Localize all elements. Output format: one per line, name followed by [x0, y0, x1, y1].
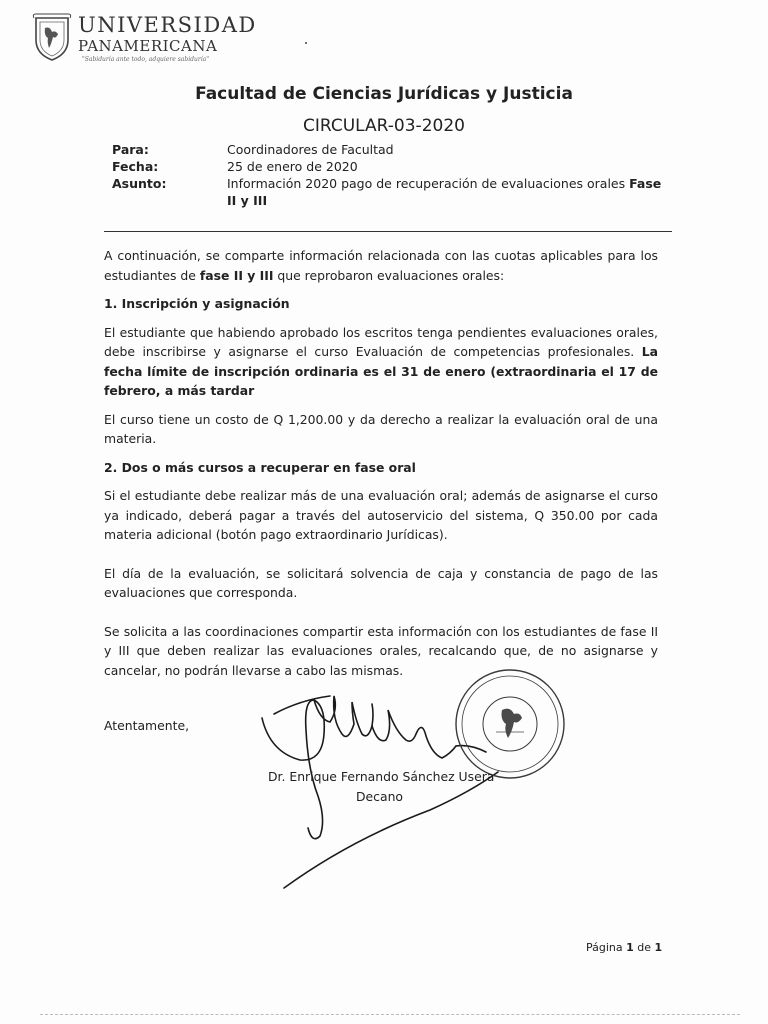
para-label: Para:	[112, 142, 149, 157]
university-crest-icon	[32, 12, 72, 62]
fecha-label: Fecha:	[112, 159, 159, 174]
intro-text-c: que reprobaron evaluaciones orales:	[273, 267, 505, 283]
cost-paragraph: El curso tiene un costo de Q 1,200.00 y da derecho a realizar la evaluación oral de una materia.	[104, 411, 658, 446]
circular-number: CIRCULAR-03-2020	[303, 116, 465, 136]
salutation: Atentamente,	[104, 718, 190, 733]
section-heading-recuperar: 2. Dos o más cursos a recuperar en fase oral	[104, 459, 416, 475]
deadline-bold: La fecha límite de inscripción ordinaria es el 31 de enero (extraordinaria el 17 de febrero, a más tardar	[104, 344, 658, 398]
solvency-paragraph: El día de la evaluación, se solicitará solvencia de caja y constancia de pago de las evaluaciones que corresponda.	[104, 565, 658, 600]
asunto-bold: Fase II y III	[227, 176, 662, 208]
intro-bold: fase II y III	[199, 267, 274, 283]
meta-row-para	[112, 141, 672, 158]
speck	[305, 42, 307, 44]
asunto-value	[227, 175, 672, 209]
page-current: 1	[626, 941, 634, 954]
intro-text-a: A continuación, se comparte información relacionada con las cuotas aplicables para los estudiantes de	[104, 248, 658, 283]
logo-line-universidad: UNIVERSIDAD	[78, 13, 257, 37]
asunto-text: Información 2020 pago de recuperación de evaluaciones orales	[227, 176, 630, 191]
university-logo	[32, 10, 272, 66]
page-separator: de	[633, 941, 655, 954]
header-divider	[104, 231, 672, 232]
fecha-value: 25 de enero de 2020	[227, 159, 358, 174]
faculty-seal	[452, 666, 568, 782]
additional-paragraph: Si el estudiante debe realizar más de una evaluación oral; además de asignarse el curso ya indicado, deberá pagar a través del autoservicio del sistema, Q 350.00 por cada materia adicional (botón pago extraordinario Jurídicas).	[104, 488, 658, 542]
signer-name: Dr. Enrique Fernando Sánchez Usera	[268, 769, 495, 784]
asunto-label: Asunto:	[112, 176, 167, 191]
para-value: Coordinadores de Facultad	[227, 142, 394, 157]
page-prefix: Página	[586, 941, 627, 954]
intro-paragraph	[104, 246, 658, 285]
signer-role: Decano	[356, 789, 404, 804]
page-number	[586, 941, 662, 954]
meta-row-fecha	[112, 158, 672, 175]
meta-row-asunto	[112, 175, 672, 209]
section-heading-inscripcion: 1. Inscripción y asignación	[104, 296, 290, 311]
scan-edge-line	[40, 1014, 740, 1016]
page-total: 1	[654, 941, 663, 954]
faculty-title: Facultad de Ciencias Jurídicas y Justicia	[195, 84, 573, 104]
inscripcion-paragraph	[104, 323, 658, 401]
inscripcion-text: El estudiante que habiendo aprobado los escritos tenga pendientes evaluaciones orales, debe inscribirse y asignarse el curso Evaluación de competencias profesionales.	[104, 324, 658, 359]
circular-body	[104, 246, 658, 680]
memo-header	[112, 141, 672, 209]
request-paragraph: Se solicita a las coordinaciones compartir esta información con los estudiantes de fase II y III que deben realizar las evaluaciones orales, recalcando que, de no asignarse y cancelar, no podrán llevarse a cabo las mismas.	[104, 623, 658, 678]
logo-line-panamericana: PANAMERICANA	[78, 37, 218, 55]
logo-tagline: "Sabiduría ante todo, adquiere sabiduría"	[82, 56, 209, 63]
